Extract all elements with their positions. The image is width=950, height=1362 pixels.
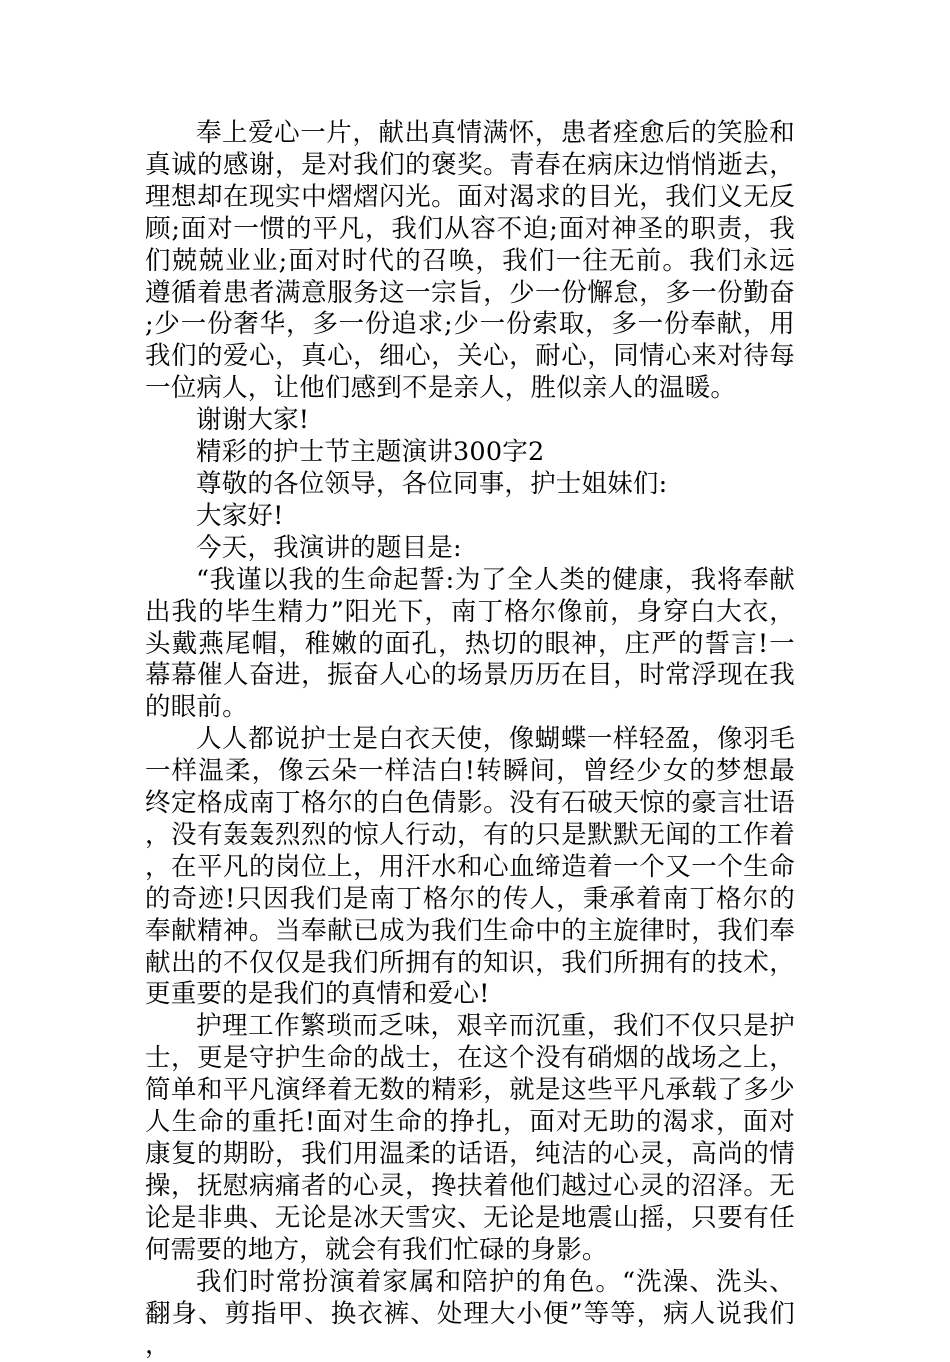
paragraph-angel: 人人都说护士是白衣天使，像蝴蝶一样轻盈，像羽毛一样温柔，像云朵一样洁白!转瞬间，曾经少女的梦想最终定格成南丁格尔的白色倩影。没有石破天惊的豪言壮语，没有轰轰烈烈的惊人行动，有的只是默默无闻的工作着，在平凡的岗位上，用汗水和心血缔造着一个又一个生命的奇迹!只因我们是南丁格尔的传人，秉承着南丁格尔的奉献精神。当奉献已成为我们生命中的主旋律时，我们奉献出的不仅仅是我们所拥有的知识，我们所拥有的技术，更重要的是我们的真情和爱心! [145, 724, 795, 1010]
paragraph-oath: “我谨以我的生命起誓:为了全人类的健康，我将奉献出我的毕生精力”阳光下，南丁格尔像前，身穿白大衣，头戴燕尾帽，稚嫩的面孔，热切的眼神，庄严的誓言!一幕幕催人奋进，振奋人心的场景历历在目，时常浮现在我的眼前。 [145, 564, 795, 723]
section-title: 精彩的护士节主题演讲300字2 [196, 437, 545, 468]
paragraph-nursing-work: 护理工作繁琐而乏味，艰辛而沉重，我们不仅只是护士，更是守护生命的战士，在这个没有硝烟的战场之上，简单和平凡演绎着无数的精彩，就是这些平凡承载了多少人生命的重托!面对生命的挣扎，面对无助的渴求，面对康复的期盼，我们用温柔的话语，纯洁的心灵，高尚的情操，抚慰病痛者的心灵，搀扶着他们越过心灵的沼泽。无论是非典、无论是冰天雪灾、无论是地震山摇，只要有任何需要的地方，就会有我们忙碌的身影。 [145, 1011, 795, 1265]
paragraph-family-role: 我们时常扮演着家属和陪护的角色。“洗澡、洗头、翻身、剪指甲、换衣裤、处理大小便”等等，病人说我们， [145, 1266, 795, 1361]
paragraph-1: 奉上爱心一片，献出真情满怀，患者痊愈后的笑脸和真诚的感谢，是对我们的褒奖。青春在病床边悄悄逝去，理想却在现实中熠熠闪光。面对渴求的目光，我们义无反顾;面对一惯的平凡，我们从容不迫;面对神圣的职责，我们兢兢业业;面对时代的召唤，我们一往无前。我们永远遵循着患者满意服务这一宗旨，少一份懈怠，多一份勤奋;少一份奢华，多一份追求;少一份索取，多一份奉献，用我们的爱心，真心，细心，关心，耐心，同情心来对待每一位病人，让他们感到不是亲人，胜似亲人的温暖。 [145, 118, 795, 404]
greeting: 大家好! [196, 500, 284, 531]
salutation: 尊敬的各位领导，各位同事，护士姐妹们: [196, 468, 668, 499]
paragraph-2: 谢谢大家! [196, 405, 310, 436]
speech-topic-intro: 今天，我演讲的题目是: [196, 532, 462, 563]
document-body [145, 118, 795, 1362]
